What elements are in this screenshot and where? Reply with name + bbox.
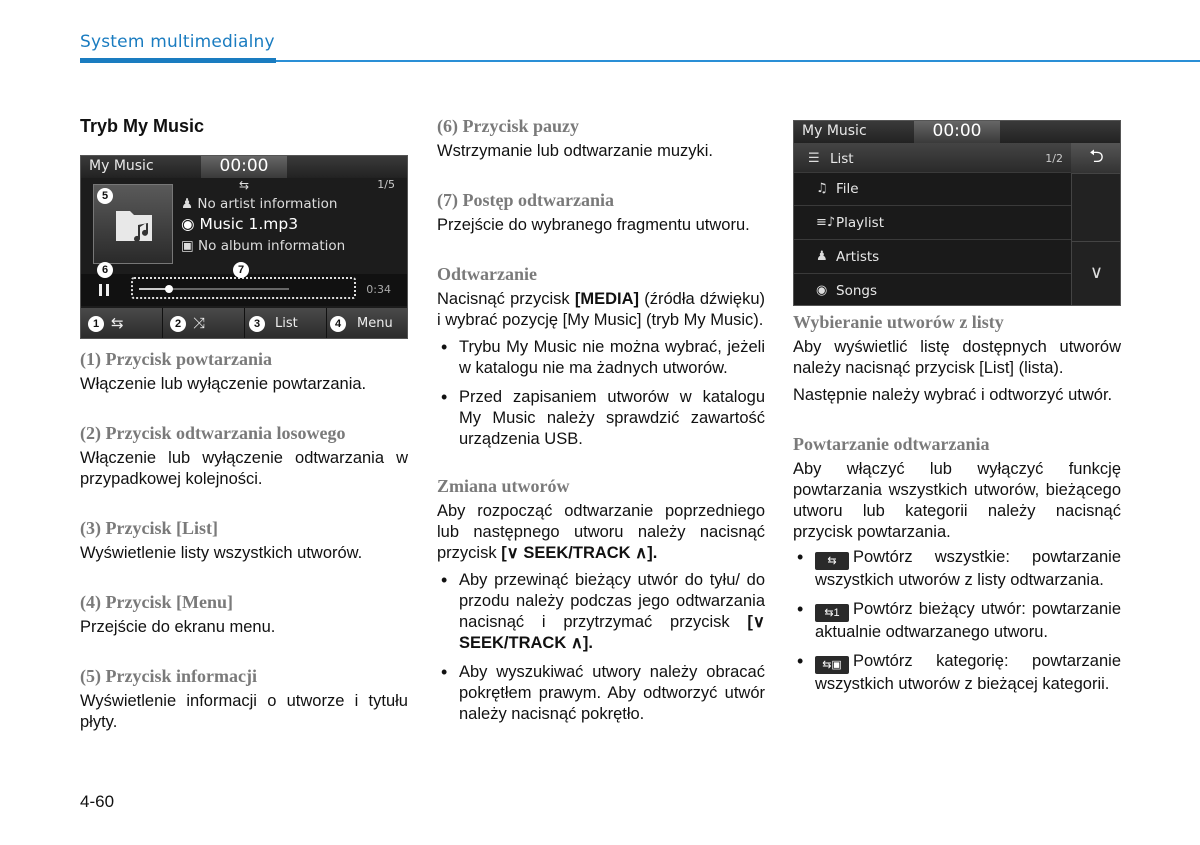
screen-titlebar: [794, 121, 1120, 143]
desc-title: (4) Przycisk [Menu]: [80, 592, 233, 612]
bullet-text: Powtórz bieżący utwór: powtarzanie aktualnie odtwarzanego utworu.: [815, 600, 1121, 641]
change-text-body: Aby rozpocząć odtwarzanie poprzedniego lub następnego utworu należy nacisnąć przycisk: [437, 502, 765, 562]
callout-3: 3: [249, 316, 265, 332]
album-text: No album information: [198, 238, 346, 254]
list-item: [793, 651, 1121, 695]
desc-text: Włączenie lub wyłączenie odtwarzania w przypadkowej kolejności.: [80, 449, 408, 488]
desc-item-1: [80, 349, 408, 395]
screen-titlebar: [81, 156, 407, 178]
desc-item-7: [437, 190, 765, 236]
track-counter: 1/5: [377, 178, 395, 191]
section-title: Tryb My Music: [80, 116, 205, 136]
list-item: • Przed zapisaniem utworów w katalogu My Music należy sprawdzić zawartość urządzenia USB.: [437, 387, 765, 450]
repeat-icon: ⇆: [111, 314, 124, 332]
list-item: [793, 599, 1121, 643]
change-bullets: [437, 570, 765, 725]
shuffle-icon: ⤨: [193, 314, 206, 332]
desc-text: Wstrzymanie lub odtwarzanie muzyki.: [437, 142, 714, 160]
desc-title: (6) Przycisk pauzy: [437, 116, 579, 136]
callout-7: 7: [233, 262, 249, 278]
elapsed-time: 0:34: [366, 283, 391, 296]
desc-item-2: [80, 423, 408, 490]
my-music-screen: [80, 155, 408, 339]
list-header: [794, 143, 1071, 173]
repeat-status-icon: ⇆: [239, 178, 250, 192]
list-item: [793, 547, 1121, 591]
desc-title: (5) Przycisk informacji: [80, 666, 257, 686]
desc-text: Przejście do ekranu menu.: [80, 618, 276, 636]
header-title: System multimedialny: [80, 32, 275, 52]
list-item: • Trybu My Music nie można wybrać, jeżeli w katalogu nie ma żadnych utworów.: [437, 337, 765, 379]
list-icon: ☰: [808, 151, 820, 166]
desc-title: (7) Postęp odtwarzania: [437, 190, 614, 210]
playback-section: [437, 264, 765, 450]
progress-knob[interactable]: [165, 285, 173, 293]
repeat-section: [793, 434, 1121, 695]
list-item: • Aby wyszukiwać utwory należy obracać pokrętłem prawym. Aby odtworzyć utwór należy nacisnąć pokrętło.: [437, 662, 765, 725]
scroll-up-button[interactable]: [1071, 173, 1121, 241]
seek-button-ref: [∨ SEEK/TRACK ∧].: [459, 613, 765, 652]
desc-item-5: [80, 666, 408, 733]
callout-2: 2: [170, 316, 186, 332]
menu-button-label: Menu: [357, 316, 393, 331]
repeat-category-icon: ⇆▣: [815, 656, 849, 674]
column-3: [793, 112, 1121, 703]
bullet-text: Aby przewinąć bieżący utwór do tyłu/ do przodu należy podczas jego odtwarzania nacisnąć i przytrzymać przycisk: [459, 571, 765, 631]
list-screen: [793, 120, 1121, 306]
desc-text: Wyświetlenie informacji o utworze i tytułu płyty.: [80, 692, 408, 731]
desc-item-6: [437, 116, 765, 162]
desc-title: (1) Przycisk powtarzania: [80, 349, 272, 369]
select-section: [793, 312, 1121, 406]
list-item-songs[interactable]: [794, 275, 1071, 306]
list-item-label: File: [836, 181, 859, 197]
list-item-label: Playlist: [836, 215, 884, 231]
seek-button-ref: [∨ SEEK/TRACK ∧].: [501, 544, 658, 562]
desc-item-3: [80, 518, 408, 564]
repeat-bullets: [793, 547, 1121, 695]
screen-time: 00:00: [201, 156, 287, 178]
list-page-indicator: 1/2: [1045, 152, 1063, 165]
list-item-playlist[interactable]: [794, 207, 1071, 240]
back-button[interactable]: [1071, 143, 1121, 173]
list-item-file[interactable]: [794, 173, 1071, 206]
desc-title: (3) Przycisk [List]: [80, 518, 218, 538]
section-heading: Zmiana utworów: [437, 476, 570, 496]
pause-icon[interactable]: [99, 284, 109, 296]
list-header-label: List: [830, 151, 854, 167]
list-item-label: Songs: [836, 283, 877, 299]
playback-text-before: Nacisnąć przycisk: [437, 290, 575, 308]
artist-text: No artist information: [197, 196, 338, 212]
page-number: 4-60: [80, 792, 115, 811]
desc-text: Wyświetlenie listy wszystkich utworów.: [80, 544, 363, 562]
callout-1: 1: [88, 316, 104, 332]
screen-title: My Music: [802, 123, 867, 139]
repeat-one-icon: ⇆1: [815, 604, 849, 622]
back-icon: ⮌: [1089, 146, 1104, 167]
callout-4: 4: [330, 316, 346, 332]
desc-text: Przejście do wybranego fragmentu utworu.: [437, 216, 750, 234]
desc-title: (2) Przycisk odtwarzania losowego: [80, 423, 346, 443]
callout-6: 6: [97, 262, 113, 278]
section-heading: Odtwarzanie: [437, 264, 537, 284]
desc-item-4: [80, 592, 408, 638]
change-section: [437, 476, 765, 725]
album-info: ▣ No album information: [181, 238, 346, 254]
playback-text-after: (źródła dźwięku) i wybrać pozycję [My Music] (tryb My Music).: [437, 290, 765, 329]
select-text-2: Następnie należy wybrać i odtworzyć utwór.: [793, 386, 1113, 404]
file-icon: ♫: [816, 181, 828, 196]
playback-text: [437, 289, 765, 331]
column-2: [437, 116, 765, 733]
header-rule-accent: [80, 58, 276, 63]
screen-time: 00:00: [914, 121, 1000, 143]
desc-text: Włączenie lub wyłączenie powtarzania.: [80, 375, 367, 393]
playlist-icon: ≡♪: [816, 215, 836, 230]
scroll-down-button[interactable]: [1071, 241, 1121, 306]
select-text-1: Aby wyświetlić listę dostępnych utworów należy nacisnąć przycisk [List] (lista).: [793, 338, 1121, 377]
list-item-label: Artists: [836, 249, 880, 265]
repeat-all-icon: ⇆: [815, 552, 849, 570]
list-item: [437, 570, 765, 654]
bullet-text: Powtórz kategorię: powtarzanie wszystkich utworów z bieżącej kategorii.: [815, 652, 1121, 693]
song-text: Music 1.mp3: [199, 215, 299, 233]
song-info: ◉ Music 1.mp3: [181, 215, 299, 233]
song-icon: ◉: [816, 283, 828, 298]
column-1: [80, 110, 408, 733]
artist-info: ♟ No artist information: [181, 196, 338, 212]
artist-icon: ♟: [816, 249, 828, 264]
repeat-text: Aby włączyć lub wyłączyć funkcję powtarzania wszystkich utworów, bieżącego utworu lub kategorii należy nacisnąć przycisk powtarzania.: [793, 460, 1121, 541]
section-heading: Powtarzanie odtwarzania: [793, 434, 990, 454]
bullet-text: Powtórz wszystkie: powtarzanie wszystkich utworów z listy odtwarzania.: [815, 548, 1121, 589]
change-text: [437, 501, 765, 564]
list-item-artists[interactable]: [794, 241, 1071, 274]
playback-bullets: [437, 337, 765, 450]
section-heading: Wybieranie utworów z listy: [793, 312, 1004, 332]
callout-5: 5: [97, 188, 113, 204]
screen-title: My Music: [89, 158, 154, 174]
media-button-ref: [MEDIA]: [574, 290, 640, 308]
chevron-down-icon: ∨: [1089, 262, 1104, 283]
list-button-label: List: [275, 316, 298, 331]
